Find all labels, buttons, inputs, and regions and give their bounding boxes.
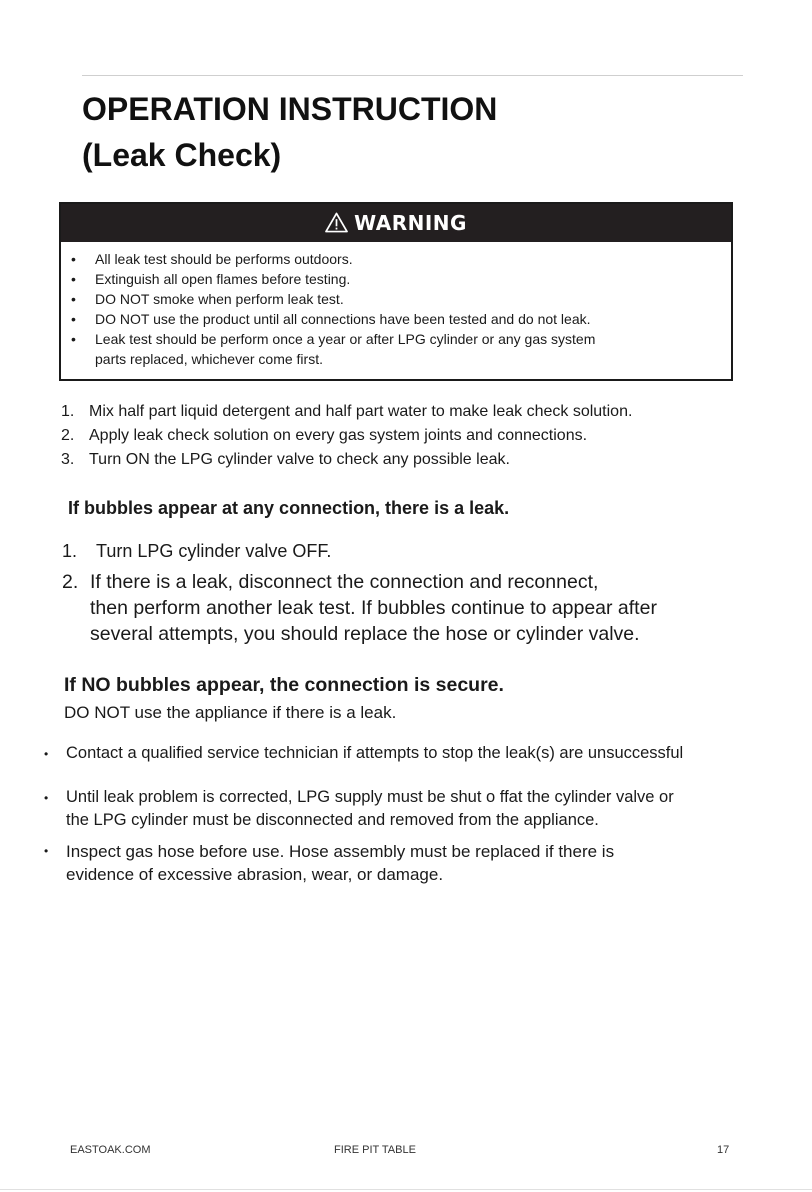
title-line-1: OPERATION INSTRUCTION	[82, 91, 498, 127]
no-bubbles-heading: If NO bubbles appear, the connection is secure.	[64, 674, 504, 696]
bottom-divider	[0, 1189, 812, 1190]
warning-item: • DO NOT use the product until all connections have been tested and do not leak.	[71, 311, 591, 327]
step-item: 2. Apply leak check solution on every gas system joints and connections.	[61, 427, 588, 444]
title-line-2: (Leak Check)	[82, 137, 282, 173]
warning-item: • Leak test should be perform once a year or after LPG cylinder or any gas system parts replaced, whichever come first.	[71, 331, 596, 367]
top-divider	[82, 75, 743, 76]
step-item: 1. Mix half part liquid detergent and half part water to make leak check solution.	[61, 403, 633, 420]
page-number: 17	[717, 1144, 730, 1156]
warning-title: WARNING	[354, 211, 467, 235]
bullet-inspect-hose: • Inspect gas hose before use. Hose assembly must be replaced if there is evidence of excessive abrasion, wear, or damage.	[44, 842, 615, 884]
footer-product: FIRE PIT TABLE	[334, 1144, 416, 1156]
warning-box	[59, 202, 733, 381]
leak-step-2: 2. If there is a leak, disconnect the connection and reconnect, then perform another leak test. If bubbles continue to appear after several attempts, you should replace the hose or cylinder valve.	[62, 571, 657, 645]
warning-triangle-icon	[325, 212, 348, 233]
footer-website: EASTOAK.COM	[70, 1144, 151, 1156]
bullet-contact: • Contact a qualified service technician if attempts to stop the leak(s) are unsuccessful	[44, 744, 684, 762]
warning-item: • Extinguish all open flames before testing.	[71, 271, 351, 287]
warning-header	[61, 204, 731, 242]
warning-item: • DO NOT smoke when perform leak test.	[71, 291, 344, 307]
secure-note: DO NOT use the appliance if there is a leak.	[64, 703, 397, 722]
step-item: 3. Turn ON the LPG cylinder valve to check any possible leak.	[61, 451, 510, 468]
bubbles-heading: If bubbles appear at any connection, there is a leak.	[68, 498, 510, 518]
warning-item-continuation: parts replaced, whichever come first.	[95, 351, 323, 367]
leak-check-steps	[61, 400, 632, 472]
warning-item: • All leak test should be performs outdoors.	[71, 251, 353, 267]
leak-step-1: 1. Turn LPG cylinder valve OFF.	[62, 541, 332, 561]
bullet-until-corrected: • Until leak problem is corrected, LPG supply must be shut o ffat the cylinder valve or the LPG cylinder must be disconnected and removed from the appliance.	[44, 788, 674, 829]
page-title	[82, 86, 497, 178]
warning-list	[71, 249, 595, 369]
